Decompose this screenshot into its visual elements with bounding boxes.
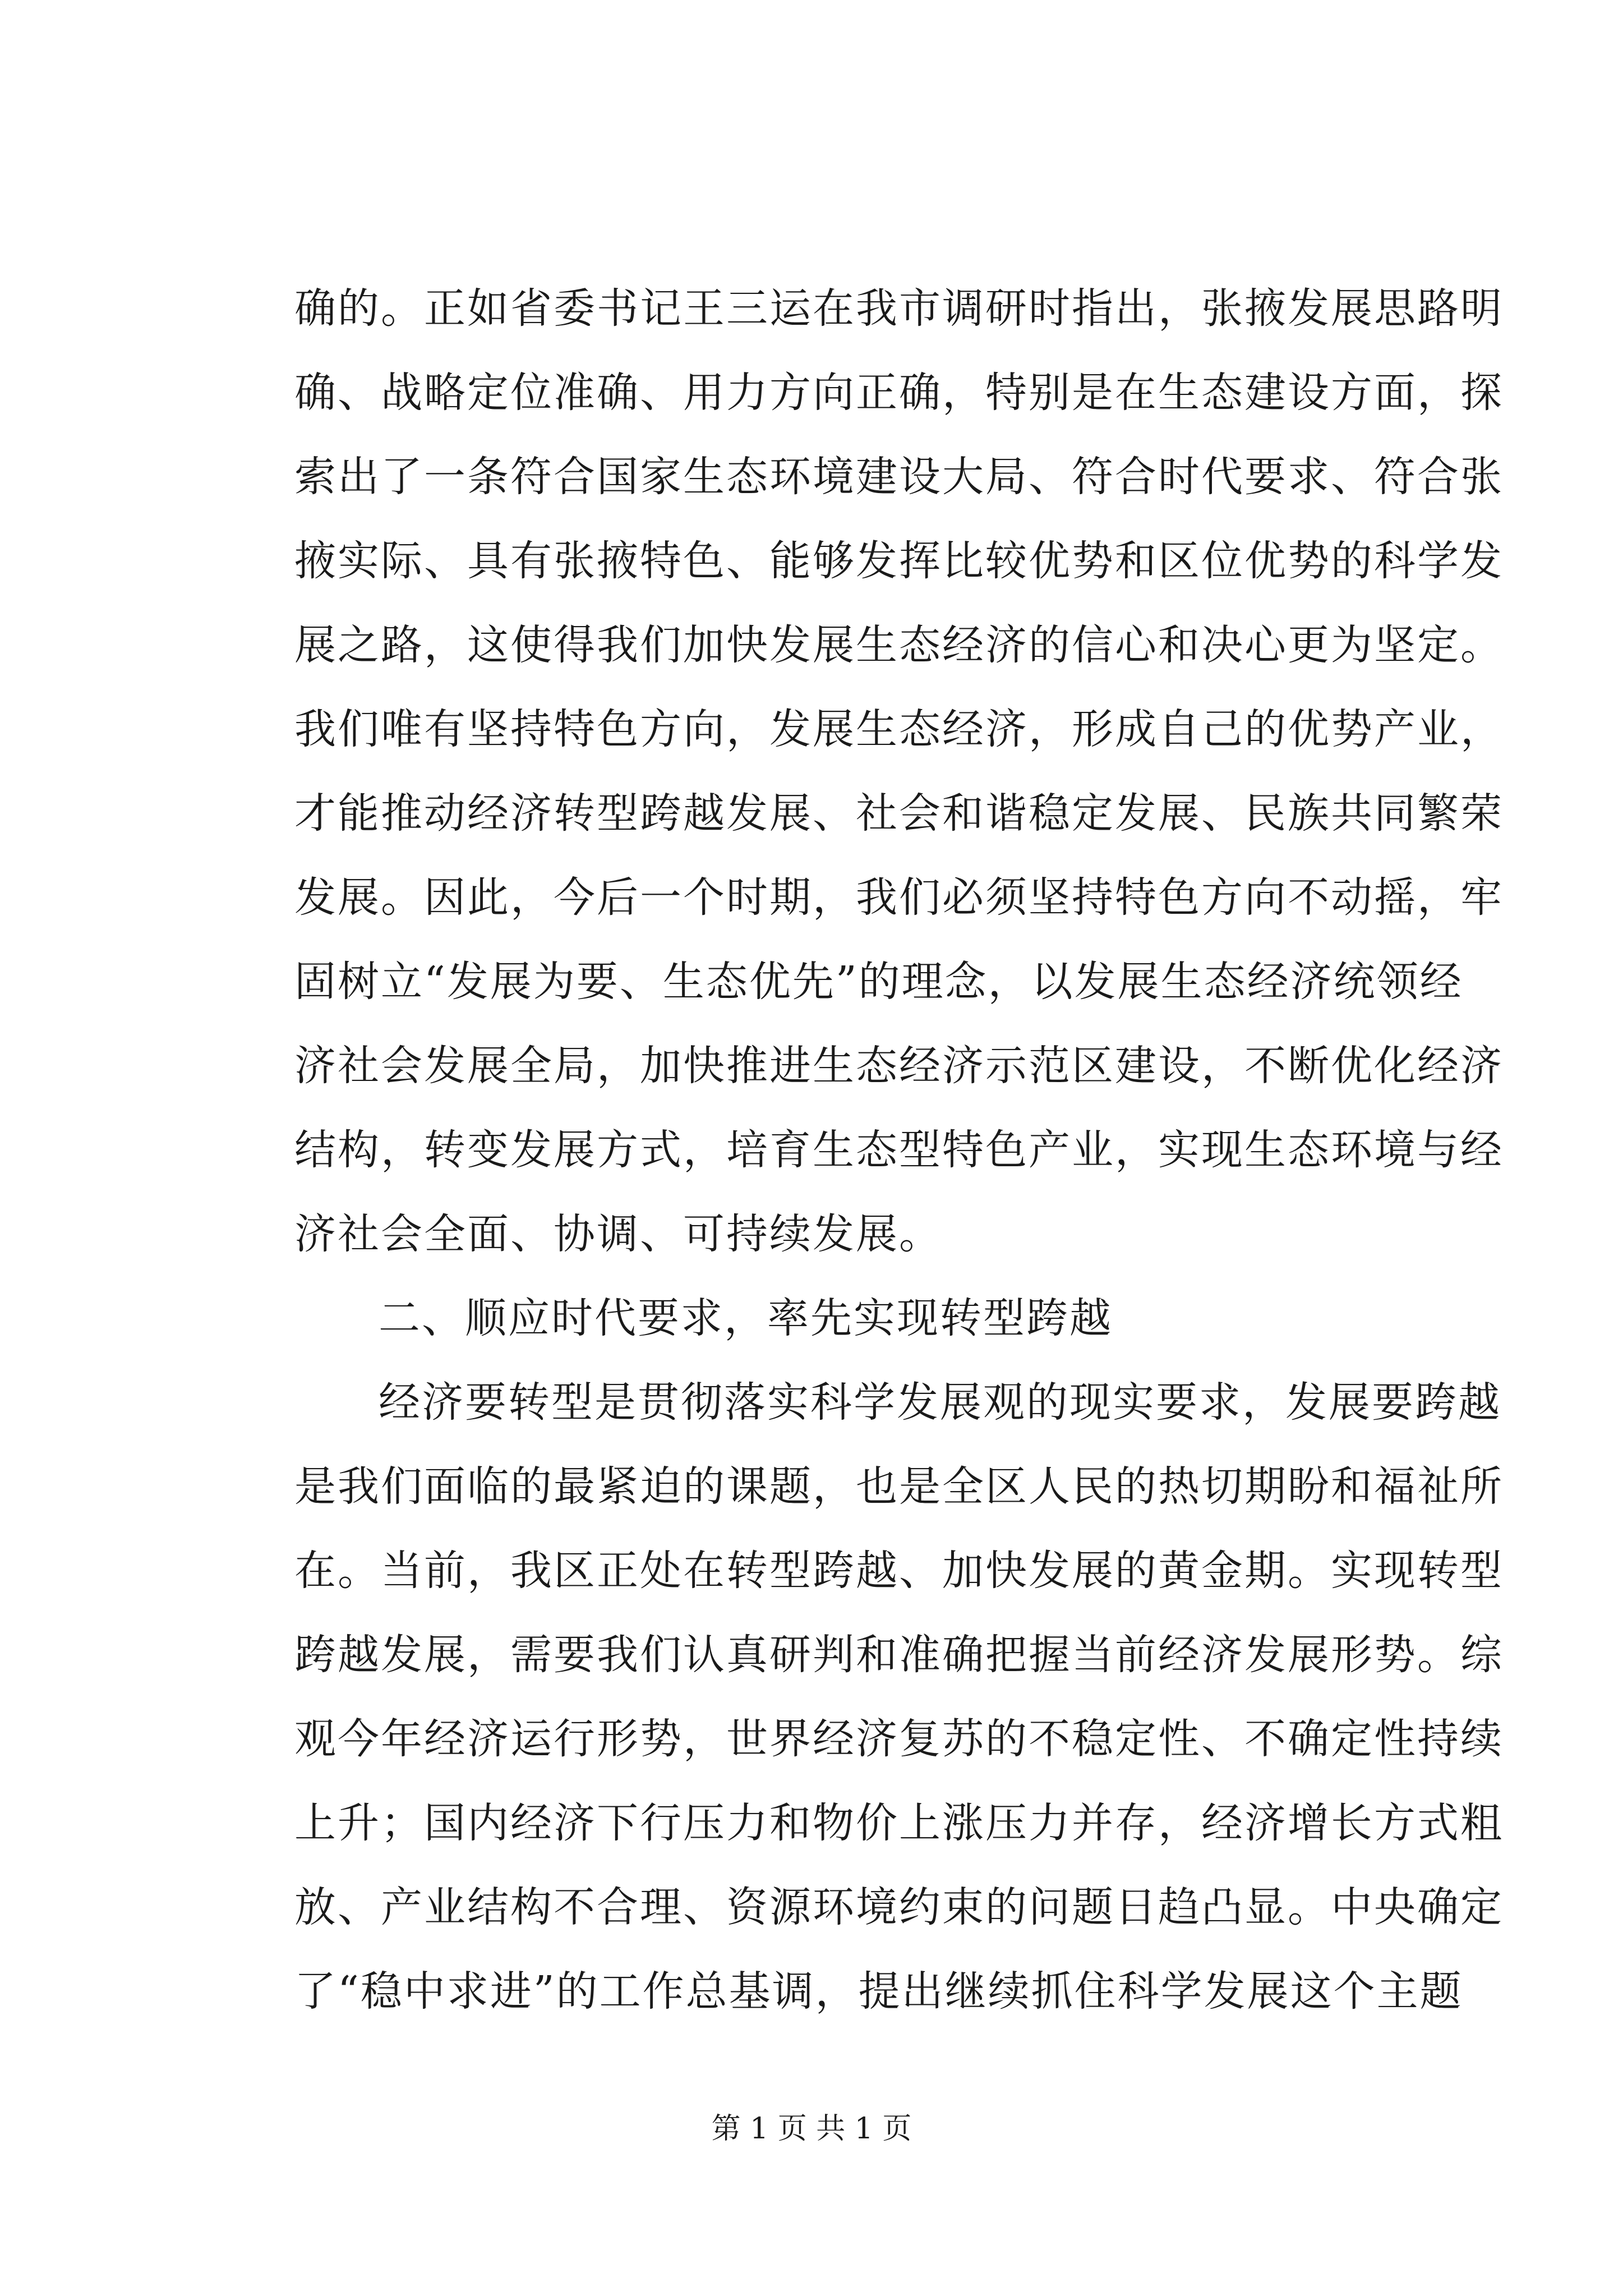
text-line: 上升；国内经济下行压力和物价上涨压力并存，经济增长方式粗 — [294, 1799, 1504, 1847]
text-line: 结构，转变发展方式，培育生态型特色产业，实现生态环境与经 — [294, 1126, 1504, 1174]
text-line: 固树立“发展为要、生态优先”的理念，以发展生态经济统领经 — [294, 958, 1463, 1006]
text-line: 确的。正如省委书记王三运在我市调研时指出，张掖发展思路明 — [294, 284, 1504, 333]
text-line: 是我们面临的最紧迫的课题，也是全区人民的热切期盼和福祉所 — [294, 1462, 1504, 1511]
section-heading: 二、顺应时代要求，率先实现转型跨越 — [379, 1294, 1113, 1342]
text-line: 济社会全面、协调、可持续发展。 — [294, 1210, 942, 1258]
text-line: 掖实际、具有张掖特色、能够发挥比较优势和区位优势的科学发 — [294, 537, 1504, 585]
text-line: 我们唯有坚持特色方向，发展生态经济，形成自己的优势产业， — [294, 705, 1504, 753]
text-line: 在。当前，我区正处在转型跨越、加快发展的黄金期。实现转型 — [294, 1547, 1504, 1595]
text-line: 展之路，这使得我们加快发展生态经济的信心和决心更为坚定。 — [294, 621, 1504, 669]
text-line: 放、产业结构不合理、资源环境约束的问题日趋凸显。中央确定 — [294, 1883, 1504, 1931]
text-line: 索出了一条符合国家生态环境建设大局、符合时代要求、符合张 — [294, 453, 1504, 501]
text-line: 发展。因此，今后一个时期，我们必须坚持特色方向不动摇，牢 — [294, 873, 1504, 922]
text-line: 观今年经济运行形势，世界经济复苏的不稳定性、不确定性持续 — [294, 1715, 1504, 1763]
text-line: 经济要转型是贯彻落实科学发展观的现实要求，发展要跨越 — [379, 1378, 1501, 1427]
text-line: 跨越发展，需要我们认真研判和准确把握当前经济发展形势。综 — [294, 1631, 1504, 1679]
page-footer: 第 1 页 共 1 页 — [711, 2112, 912, 2146]
text-line: 济社会发展全局，加快推进生态经济示范区建设，不断优化经济 — [294, 1042, 1504, 1090]
text-line: 了“稳中求进”的工作总基调，提出继续抓住科学发展这个主题 — [294, 1967, 1463, 2016]
text-line: 才能推动经济转型跨越发展、社会和谐稳定发展、民族共同繁荣 — [294, 789, 1504, 838]
text-line: 确、战略定位准确、用力方向正确，特别是在生态建设方面，探 — [294, 369, 1504, 417]
